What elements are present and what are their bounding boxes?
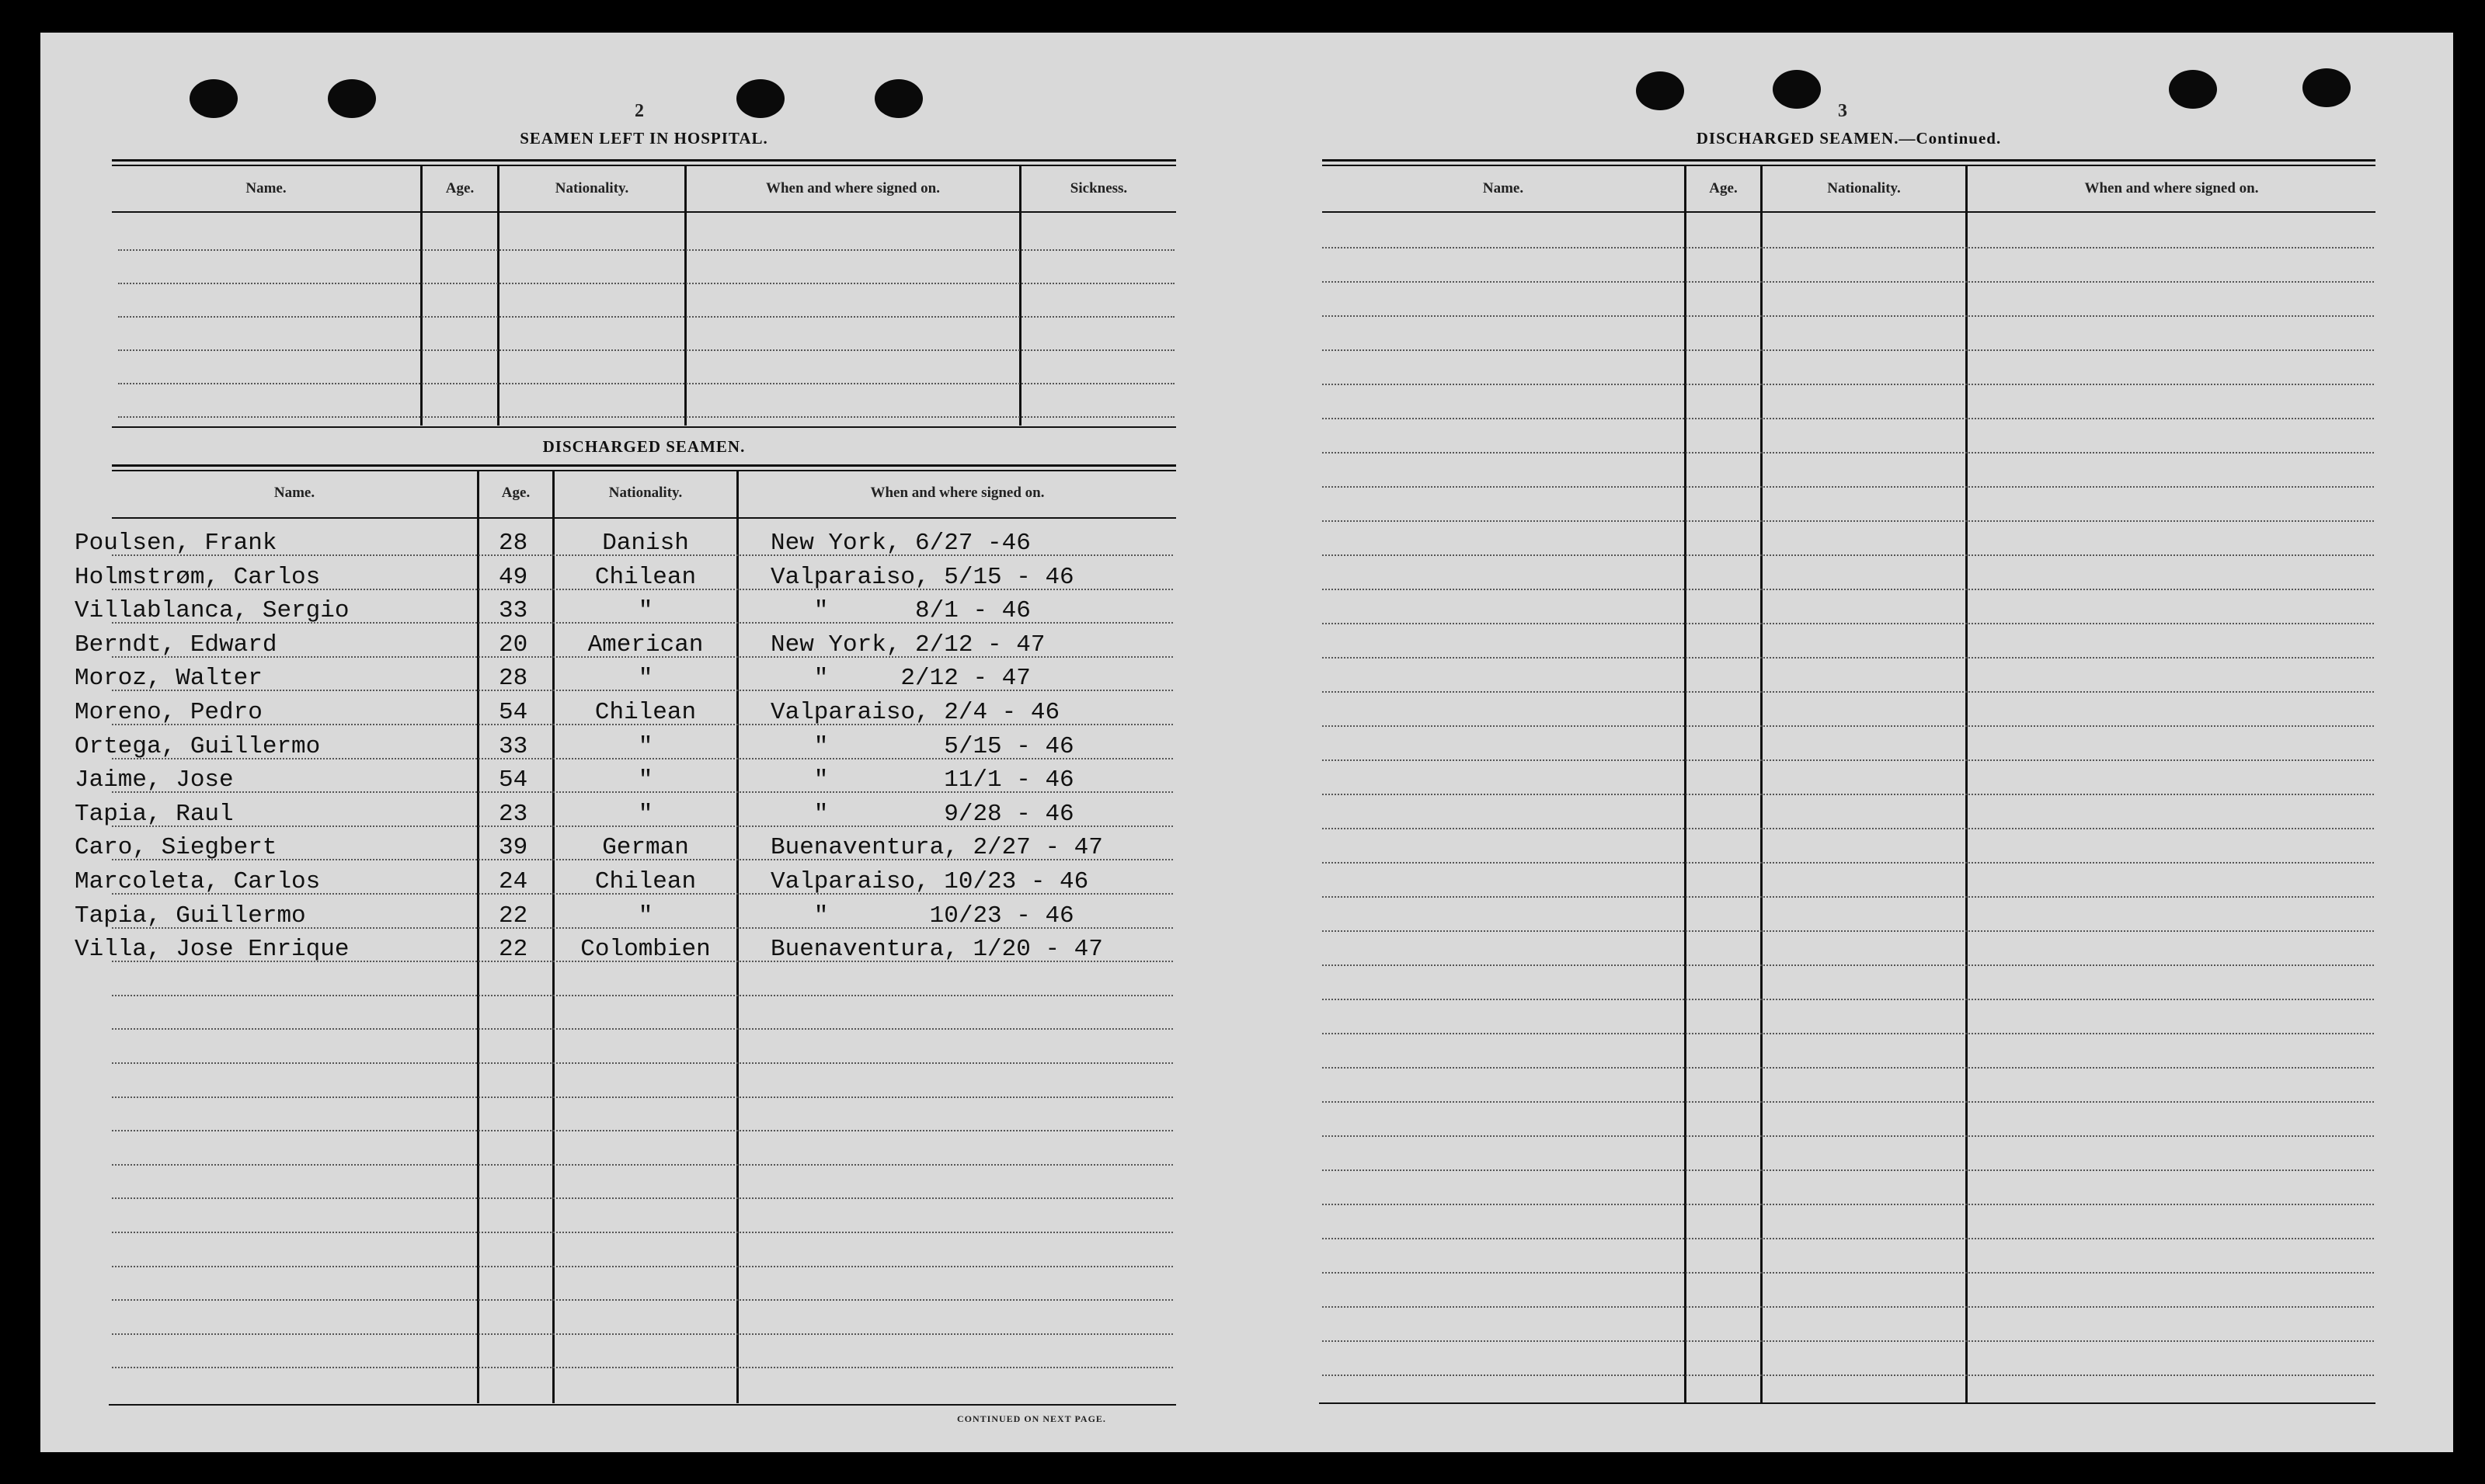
dotted-rule [112, 995, 1173, 996]
seaman-age: 54 [499, 699, 528, 726]
seaman-nationality: American [587, 631, 704, 659]
dotted-rule [112, 1028, 1173, 1030]
continued-section-title: DISCHARGED SEAMEN.—Continued. [1696, 129, 2002, 148]
dotted-rule [1322, 452, 2374, 454]
page-number: 2 [635, 101, 644, 121]
dotted-rule [1322, 964, 2374, 966]
dotted-rule [1322, 349, 2374, 351]
seaman-signed-on: " 10/23 - 46 [771, 902, 1074, 930]
dotted-rule [1322, 1033, 2374, 1034]
dotted-rule [1322, 930, 2374, 932]
seaman-signed-on: " 8/1 - 46 [771, 597, 1031, 625]
seaman-signed-on: Valparaiso, 10/23 - 46 [771, 868, 1089, 895]
hospital-col-divider [1019, 166, 1021, 426]
seaman-age: 24 [499, 868, 528, 895]
discharged-table-bottom-rule [109, 1404, 1176, 1406]
dotted-rule [1322, 554, 2374, 556]
hospital-header-nationality: Nationality. [555, 180, 629, 196]
punch-hole [875, 79, 923, 118]
seaman-age: 33 [499, 597, 528, 625]
dotted-rule [1322, 486, 2374, 488]
hospital-col-divider [684, 166, 687, 426]
dotted-rule [1322, 1067, 2374, 1069]
seaman-nationality: Colombien [580, 936, 711, 964]
seaman-name: Jaime, Jose [75, 766, 234, 794]
right-table-bottom-rule [1319, 1402, 2375, 1404]
seaman-signed-on: " 5/15 - 46 [771, 732, 1074, 760]
seaman-age: 33 [499, 732, 528, 760]
dotted-rule [118, 416, 1175, 418]
seaman-name: Marcoleta, Carlos [75, 868, 321, 895]
right-header-age: Age. [1709, 180, 1738, 196]
right-header-name: Name. [1482, 180, 1524, 196]
seaman-nationality: Chilean [594, 868, 697, 895]
dotted-rule [1322, 999, 2374, 1000]
seaman-signed-on: " 2/12 - 47 [771, 665, 1031, 693]
dotted-rule [1322, 1306, 2374, 1308]
dotted-rule [1322, 1238, 2374, 1239]
right-col-divider [1760, 166, 1763, 1403]
punch-hole [1636, 71, 1684, 110]
punch-hole [190, 79, 238, 118]
dotted-rule [118, 383, 1175, 384]
seaman-signed-on: Buenaventura, 2/27 - 47 [771, 834, 1103, 862]
dotted-rule [1322, 896, 2374, 898]
dotted-rule [1322, 418, 2374, 419]
document-sheet [40, 33, 2453, 1452]
seaman-nationality: German [602, 834, 689, 862]
dotted-rule [112, 1333, 1173, 1335]
dotted-rule [1322, 384, 2374, 385]
dotted-rule [1322, 1272, 2374, 1274]
dotted-rule [1322, 1101, 2374, 1103]
discharged-table-top-rule [112, 470, 1176, 471]
punch-hole [2302, 68, 2351, 107]
dotted-rule [112, 1164, 1173, 1166]
hospital-header-name: Name. [245, 180, 287, 196]
dotted-rule [112, 1062, 1173, 1064]
dotted-rule [1322, 691, 2374, 693]
dotted-rule [1322, 1340, 2374, 1342]
hospital-table-top-rule [112, 165, 1176, 166]
dotted-rule [1322, 623, 2374, 624]
dotted-rule [112, 1096, 1173, 1098]
seaman-signed-on: Valparaiso, 2/4 - 46 [771, 699, 1060, 726]
seaman-age: 22 [499, 902, 528, 930]
seaman-name: Ortega, Guillermo [75, 732, 321, 760]
seaman-signed-on: New York, 2/12 - 47 [771, 631, 1046, 659]
dotted-rule [112, 1232, 1173, 1233]
dotted-rule [112, 1367, 1173, 1368]
discharged-col-divider [552, 471, 555, 1403]
seaman-name: Poulsen, Frank [75, 530, 277, 557]
dotted-rule [1322, 657, 2374, 659]
dotted-rule [1322, 1135, 2374, 1137]
hospital-header-sickness: Sickness. [1070, 180, 1128, 196]
dotted-rule [118, 249, 1175, 251]
right-table-top-rule [1322, 159, 2375, 162]
dotted-rule [1322, 828, 2374, 829]
seaman-signed-on: " 9/28 - 46 [771, 800, 1074, 828]
dotted-rule [1322, 759, 2374, 761]
seaman-nationality: " [638, 597, 653, 625]
page-number: 3 [1838, 101, 1847, 121]
seaman-nationality: " [638, 665, 653, 693]
right-header-nationality: Nationality. [1827, 180, 1901, 196]
seaman-name: Villablanca, Sergio [75, 597, 350, 625]
dotted-rule [1322, 281, 2374, 283]
seaman-nationality: " [638, 902, 653, 930]
dotted-rule [1322, 247, 2374, 248]
right-col-divider [1965, 166, 1968, 1403]
seaman-age: 49 [499, 563, 528, 591]
seaman-nationality: Chilean [594, 699, 697, 726]
discharged-header-name: Name. [273, 485, 315, 501]
seaman-name: Berndt, Edward [75, 631, 277, 659]
seaman-name: Caro, Siegbert [75, 834, 277, 862]
punch-hole [736, 79, 785, 118]
seaman-nationality: Chilean [594, 563, 697, 591]
discharged-table-top-rule [112, 464, 1176, 467]
seaman-nationality: Danish [602, 530, 689, 557]
seaman-age: 20 [499, 631, 528, 659]
discharged-header-age: Age. [501, 485, 531, 501]
right-header-signed-on: When and where signed on. [2084, 180, 2259, 196]
hospital-col-divider [420, 166, 423, 426]
right-header-rule [1322, 211, 2375, 213]
discharged-col-divider [477, 471, 479, 1403]
hospital-header-rule [112, 211, 1176, 213]
seaman-age: 22 [499, 936, 528, 964]
right-col-divider [1684, 166, 1686, 1403]
dotted-rule [1322, 725, 2374, 727]
seaman-age: 28 [499, 665, 528, 693]
discharged-header-rule [112, 517, 1176, 519]
dotted-rule [1322, 862, 2374, 864]
hospital-section-title: SEAMEN LEFT IN HOSPITAL. [520, 129, 768, 148]
hospital-table-top-rule [112, 159, 1176, 162]
seaman-signed-on: Buenaventura, 1/20 - 47 [771, 936, 1103, 964]
seaman-name: Moreno, Pedro [75, 699, 263, 726]
hospital-col-divider [497, 166, 499, 426]
discharged-section-title: DISCHARGED SEAMEN. [542, 437, 746, 456]
seaman-name: Tapia, Guillermo [75, 902, 306, 930]
seaman-name: Tapia, Raul [75, 800, 234, 828]
seaman-nationality: " [638, 732, 653, 760]
seaman-signed-on: New York, 6/27 -46 [771, 530, 1031, 557]
dotted-rule [112, 1130, 1173, 1131]
seaman-name: Moroz, Walter [75, 665, 263, 693]
dotted-rule [1322, 315, 2374, 317]
seaman-nationality: " [638, 800, 653, 828]
dotted-rule [1322, 1204, 2374, 1205]
dotted-rule [118, 316, 1175, 318]
discharged-col-divider [736, 471, 739, 1403]
dotted-rule [112, 1299, 1173, 1301]
hospital-table-bottom-rule [112, 426, 1176, 428]
seaman-age: 28 [499, 530, 528, 557]
discharged-header-signed-on: When and where signed on. [870, 485, 1045, 501]
dotted-rule [112, 1197, 1173, 1199]
right-table-top-rule [1322, 165, 2375, 166]
dotted-rule [1322, 589, 2374, 590]
punch-hole [328, 79, 376, 118]
dotted-rule [118, 283, 1175, 284]
hospital-header-signed-on: When and where signed on. [765, 180, 940, 196]
seaman-name: Villa, Jose Enrique [75, 936, 350, 964]
seaman-name: Holmstrøm, Carlos [75, 563, 321, 591]
punch-hole [2169, 70, 2217, 109]
punch-hole [1773, 70, 1821, 109]
seaman-age: 39 [499, 834, 528, 862]
seaman-nationality: " [638, 766, 653, 794]
dotted-rule [1322, 794, 2374, 795]
dotted-rule [1322, 1169, 2374, 1171]
dotted-rule [112, 1266, 1173, 1267]
dotted-rule [118, 349, 1175, 351]
seaman-signed-on: " 11/1 - 46 [771, 766, 1074, 794]
discharged-header-nationality: Nationality. [608, 485, 683, 501]
seaman-age: 54 [499, 766, 528, 794]
dotted-rule [1322, 520, 2374, 522]
continued-note: CONTINUED ON NEXT PAGE. [957, 1413, 1106, 1424]
hospital-header-age: Age. [445, 180, 475, 196]
seaman-age: 23 [499, 800, 528, 828]
dotted-rule [1322, 1375, 2374, 1376]
seaman-signed-on: Valparaiso, 5/15 - 46 [771, 563, 1074, 591]
